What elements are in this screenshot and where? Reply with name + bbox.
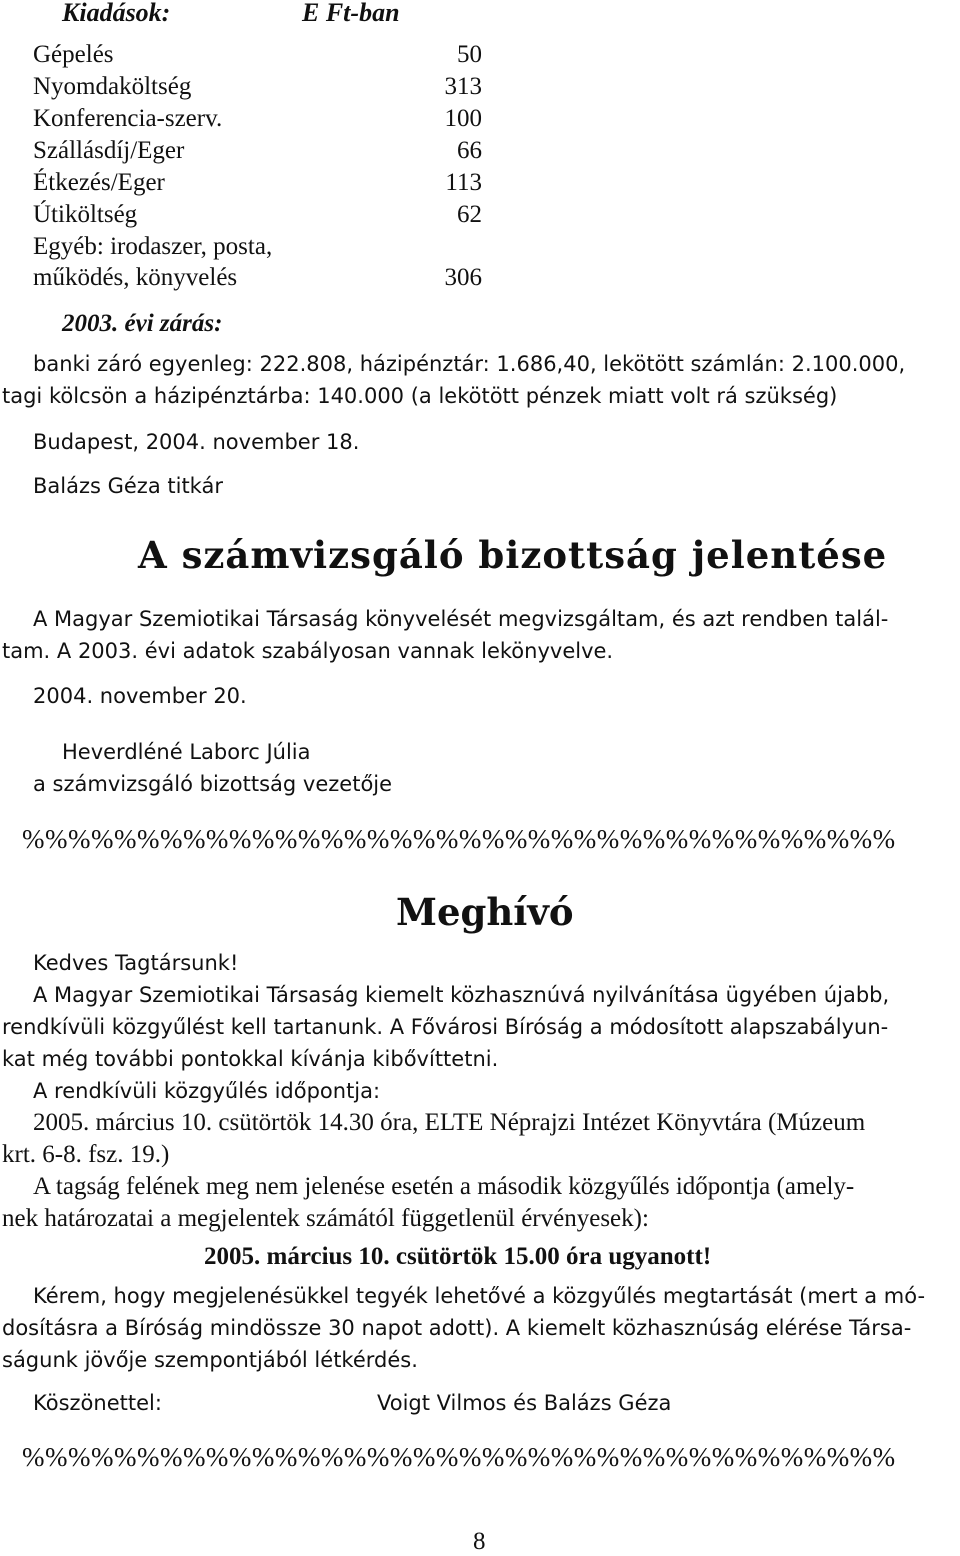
- meeting-time-line: 2005. március 10. csütörtök 14.30 óra, ELTE Néprajzi Intézet Könyvtára (Múzeum: [33, 1109, 866, 1136]
- expense-label: Gépelés: [33, 41, 114, 68]
- expense-label: Nyomdaköltség: [33, 73, 192, 100]
- expenses-heading: Kiadások:: [62, 0, 171, 27]
- meeting-time-label: A rendkívüli közgyűlés időpontja:: [33, 1079, 381, 1103]
- closing-line-1: banki záró egyenleg: 222.808, házipénztár: 1.686,40, lekötött számlán: 2.100.000,: [33, 352, 906, 376]
- closing-request-line: dosításra a Bíróság mindössze 30 napot adott). A kiemelt közhasznúság elérése Társa-: [2, 1316, 912, 1340]
- meeting-location-line: krt. 6-8. fsz. 19.): [2, 1141, 170, 1168]
- closing-place-date: Budapest, 2004. november 18.: [33, 430, 360, 454]
- expense-value: 113: [445, 169, 482, 196]
- closing-line-2: tagi kölcsön a házipénztárba: 140.000 (a lekötött pénzek miatt volt rá szükség): [2, 384, 838, 408]
- audit-date: 2004. november 20.: [33, 684, 247, 708]
- expense-label: Szállásdíj/Eger: [33, 137, 185, 164]
- invitation-paragraph-line: A Magyar Szemiotikai Társaság kiemelt közhasznúvá nyilvánítása ügyében újabb,: [33, 983, 890, 1007]
- audit-signer-role: a számvizsgáló bizottság vezetője: [33, 772, 393, 796]
- closing-signature: Balázs Géza titkár: [33, 474, 223, 498]
- expense-label: Egyéb: irodaszer, posta,: [33, 233, 273, 260]
- invitation-signers: Voigt Vilmos és Balázs Géza: [377, 1391, 672, 1415]
- expense-value: 306: [444, 264, 482, 291]
- second-meeting-line: nek határozatai a megjelentek számától függetlenül érvényesek):: [2, 1205, 649, 1232]
- expense-label: Útiköltség: [33, 201, 138, 228]
- closing-request-line: ságunk jövője szempontjából létkérdés.: [2, 1348, 418, 1372]
- invitation-greeting: Kedves Tagtársunk!: [33, 951, 239, 975]
- audit-line-2: tam. A 2003. évi adatok szabályosan vannak lekönyvelve.: [2, 639, 614, 663]
- expense-label: Konferencia-szerv.: [33, 105, 223, 132]
- expense-label: működés, könyvelés: [33, 264, 238, 291]
- invitation-title: Meghívó: [396, 890, 574, 934]
- audit-signer: Heverdléné Laborc Júlia: [62, 740, 311, 764]
- percent-separator: %%%%%%%%%%%%%%%%%%%%%%%%%%%%%%%%%%%%%%: [22, 824, 896, 854]
- percent-separator: %%%%%%%%%%%%%%%%%%%%%%%%%%%%%%%%%%%%%%: [22, 1442, 896, 1472]
- expense-value: 62: [457, 201, 482, 228]
- closing-heading: 2003. évi zárás:: [62, 310, 223, 337]
- expense-value: 50: [457, 41, 482, 68]
- expenses-unit: E Ft-ban: [302, 0, 400, 27]
- expense-value: 100: [444, 105, 482, 132]
- expense-value: 66: [457, 137, 482, 164]
- audit-title: A számvizsgáló bizottság jelentése: [138, 533, 888, 577]
- second-meeting-date: 2005. március 10. csütörtök 15.00 óra ugyanott!: [204, 1243, 712, 1270]
- expense-label: Étkezés/Eger: [33, 169, 165, 196]
- invitation-paragraph-line: kat még további pontokkal kívánja kibővíttetni.: [2, 1047, 499, 1071]
- page-number: 8: [473, 1528, 486, 1555]
- thanks-label: Köszönettel:: [33, 1391, 162, 1415]
- invitation-paragraph-line: rendkívüli közgyűlést kell tartanunk. A Fővárosi Bíróság a módosított alapszabályun-: [2, 1015, 889, 1039]
- expense-value: 313: [444, 73, 482, 100]
- closing-request-line: Kérem, hogy megjelenésükkel tegyék lehetővé a közgyűlés megtartását (mert a mó-: [33, 1284, 926, 1308]
- second-meeting-line: A tagság felének meg nem jelenése esetén a második közgyűlés időpontja (amely-: [33, 1173, 855, 1200]
- audit-line-1: A Magyar Szemiotikai Társaság könyvelését megvizsgáltam, és azt rendben talál-: [33, 607, 889, 631]
